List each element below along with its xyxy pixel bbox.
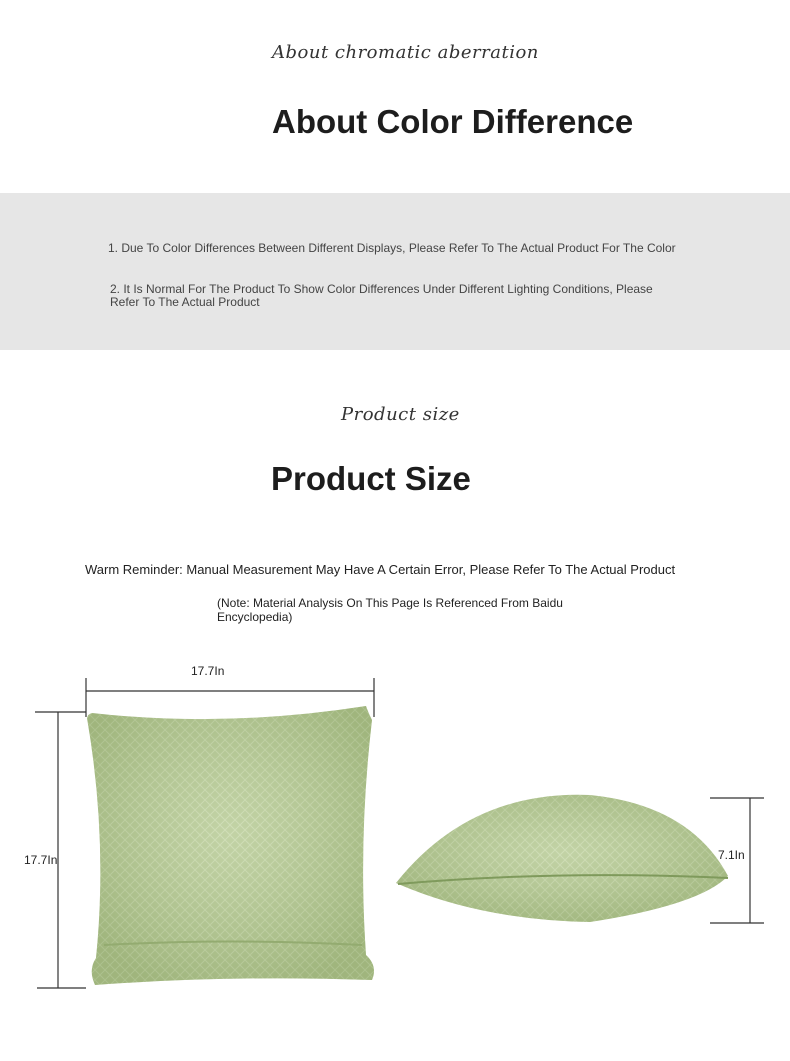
thickness-dimension-label: 7.1In [718, 848, 745, 862]
measurement-reminder: Warm Reminder: Manual Measurement May Have A Certain Error, Please Refer To The Actual Product [85, 562, 676, 577]
product-size-illustration [0, 640, 790, 1020]
height-dimension-line [35, 712, 86, 988]
height-dimension-label: 17.7In [24, 853, 58, 867]
size-script-heading: Product size [341, 404, 460, 425]
color-section-title: About Color Difference [272, 103, 634, 140]
color-note-2: 2. It Is Normal For The Product To Show Color Differences Under Different Lighting Conditions, Please Refer To The Actual Product [110, 282, 653, 309]
source-note: (Note: Material Analysis On This Page Is Referenced From Baidu Encyclopedia) [217, 596, 563, 624]
pillow-side-view [396, 795, 728, 922]
size-section-title: Product Size [271, 460, 471, 497]
width-dimension-label: 17.7In [191, 664, 225, 678]
color-notice-band [0, 193, 790, 350]
color-script-heading: About chromatic aberration [272, 42, 539, 63]
color-note-1: 1. Due To Color Differences Between Different Displays, Please Refer To The Actual Product For The Color [108, 241, 676, 255]
pillow-front-view [87, 706, 374, 985]
